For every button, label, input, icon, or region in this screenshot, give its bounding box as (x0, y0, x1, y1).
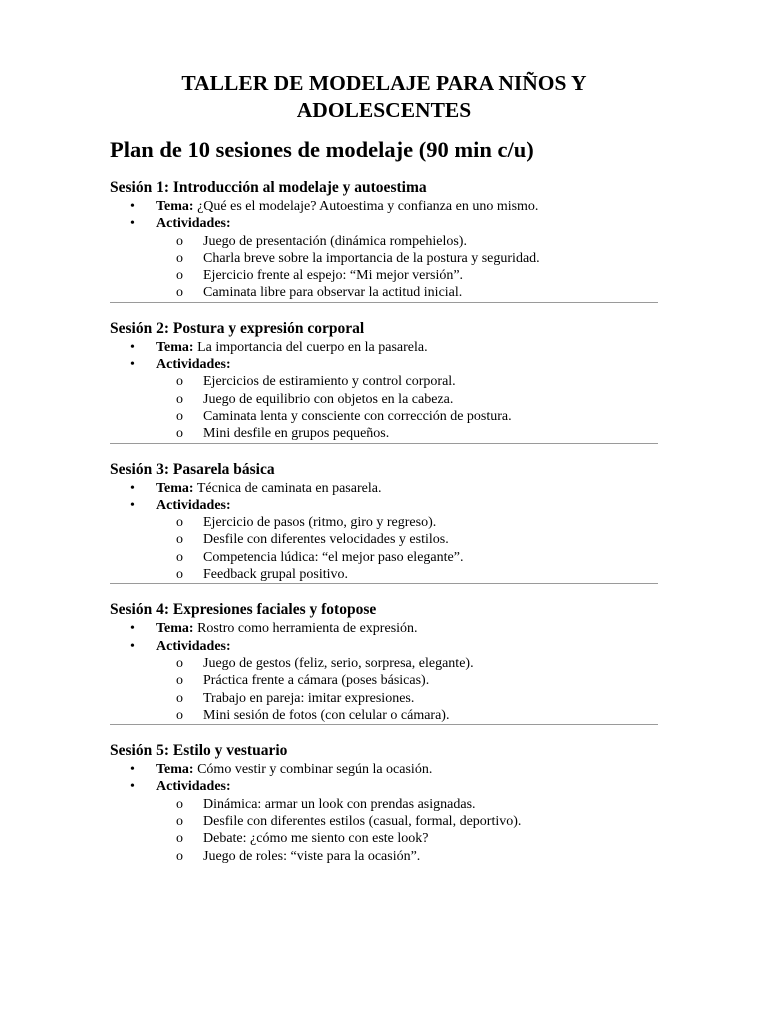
activity-item (110, 813, 658, 830)
activity-item (110, 796, 658, 813)
activity-item (110, 672, 658, 689)
session-title: Sesión 2: Postura y expresión corporal (110, 319, 365, 337)
actividades-label: Actividades: (156, 779, 231, 795)
tema-item (110, 761, 658, 778)
activity-item (110, 250, 658, 267)
tema-label: Tema: (156, 480, 194, 496)
activity-item (110, 549, 658, 566)
actividades-item (110, 778, 658, 795)
plan-title: Plan de 10 sesiones de modelaje (90 min c/u) (110, 137, 534, 162)
circle-bullet-icon: o (176, 655, 183, 671)
tema-label: Tema: (156, 621, 194, 637)
tema-text: La importancia del cuerpo en la pasarela. (197, 339, 428, 355)
actividades-label: Actividades: (156, 216, 231, 232)
activity-text: Ejercicio de pasos (ritmo, giro y regreso). (203, 515, 437, 531)
circle-bullet-icon: o (176, 532, 183, 548)
document-title: TALLER DE MODELAJE PARA NIÑOS Y ADOLESCENTES (181, 71, 587, 122)
activity-item (110, 408, 658, 425)
bullet-icon: • (130, 497, 135, 513)
activity-text: Debate: ¿cómo me siento con este look? (203, 831, 429, 847)
circle-bullet-icon: o (176, 549, 183, 565)
circle-bullet-icon: o (176, 796, 183, 812)
activity-text: Desfile con diferentes velocidades y estilos. (203, 532, 449, 548)
circle-bullet-icon: o (176, 233, 183, 249)
activity-text: Trabajo en pareja: imitar expresiones. (203, 690, 415, 706)
activity-text: Charla breve sobre la importancia de la postura y seguridad. (203, 250, 540, 266)
activity-item (110, 233, 658, 250)
session-title: Sesión 5: Estilo y vestuario (110, 742, 288, 760)
activity-item (110, 566, 658, 583)
tema-text: Rostro como herramienta de expresión. (197, 621, 418, 637)
tema-item (110, 198, 658, 215)
circle-bullet-icon: o (176, 374, 183, 390)
activity-text: Juego de equilibrio con objetos en la cabeza. (203, 391, 454, 407)
circle-bullet-icon: o (176, 391, 183, 407)
tema-text: Cómo vestir y combinar según la ocasión. (197, 762, 433, 778)
session-block (110, 178, 658, 303)
activity-item (110, 514, 658, 531)
circle-bullet-icon: o (176, 673, 183, 689)
activity-text: Caminata libre para observar la actitud inicial. (203, 285, 463, 301)
activity-text: Caminata lenta y consciente con corrección de postura. (203, 408, 512, 424)
activity-item (110, 391, 658, 408)
activity-text: Juego de roles: “viste para la ocasión”. (203, 848, 421, 864)
tema-label: Tema: (156, 199, 194, 214)
tema-item (110, 339, 658, 356)
session-block (110, 600, 658, 725)
activity-text: Juego de presentación (dinámica rompehielos). (203, 233, 467, 249)
activity-item (110, 655, 658, 672)
sessions-list (110, 178, 658, 865)
actividades-item (110, 356, 658, 373)
actividades-label: Actividades: (156, 638, 231, 654)
circle-bullet-icon: o (176, 707, 183, 723)
bullet-icon: • (130, 216, 135, 232)
activity-text: Práctica frente a cámara (poses básicas). (203, 673, 430, 689)
circle-bullet-icon: o (176, 848, 183, 864)
activity-text: Ejercicios de estiramiento y control corporal. (203, 374, 456, 390)
tema-label: Tema: (156, 339, 194, 355)
session-title: Sesión 4: Expresiones faciales y fotopose (110, 601, 377, 619)
actividades-item (110, 497, 658, 514)
activity-item (110, 373, 658, 390)
activity-text: Mini sesión de fotos (con celular o cámara). (203, 707, 450, 723)
circle-bullet-icon: o (176, 285, 183, 301)
activity-item (110, 425, 658, 442)
bullet-icon: • (130, 480, 135, 496)
session-block (110, 319, 658, 444)
tema-item (110, 480, 658, 497)
bullet-icon: • (130, 779, 135, 795)
session-block (110, 741, 658, 865)
bullet-icon: • (130, 357, 135, 373)
actividades-item (110, 215, 658, 232)
circle-bullet-icon: o (176, 250, 183, 266)
activity-text: Feedback grupal positivo. (203, 567, 349, 583)
circle-bullet-icon: o (176, 426, 183, 442)
tema-text: Técnica de caminata en pasarela. (196, 480, 382, 496)
activity-item (110, 267, 658, 284)
circle-bullet-icon: o (176, 567, 183, 583)
tema-label: Tema: (156, 762, 194, 778)
actividades-item (110, 638, 658, 655)
activity-item (110, 284, 658, 301)
session-block (110, 460, 658, 585)
circle-bullet-icon: o (176, 268, 183, 284)
tema-text: ¿Qué es el modelaje? Autoestima y confianza en uno mismo. (197, 199, 539, 214)
activity-text: Mini desfile en grupos pequeños. (203, 426, 390, 442)
circle-bullet-icon: o (176, 831, 183, 847)
activity-text: Competencia lúdica: “el mejor paso elegante”. (203, 549, 464, 565)
circle-bullet-icon: o (176, 814, 183, 830)
activity-item (110, 531, 658, 548)
activity-text: Dinámica: armar un look con prendas asignadas. (203, 796, 476, 812)
bullet-icon: • (130, 199, 135, 214)
activity-text: Juego de gestos (feliz, serio, sorpresa, elegante). (203, 655, 474, 671)
actividades-label: Actividades: (156, 357, 231, 373)
actividades-label: Actividades: (156, 497, 231, 513)
bullet-icon: • (130, 762, 135, 778)
activity-text: Desfile con diferentes estilos (casual, formal, deportivo). (203, 814, 522, 830)
activity-text: Ejercicio frente al espejo: “Mi mejor versión”. (203, 268, 464, 284)
circle-bullet-icon: o (176, 515, 183, 531)
session-title: Sesión 1: Introducción al modelaje y autoestima (110, 179, 427, 196)
bullet-icon: • (130, 621, 135, 637)
activity-item (110, 707, 658, 724)
activity-item (110, 830, 658, 847)
tema-item (110, 620, 658, 637)
bullet-icon: • (130, 339, 135, 355)
activity-item (110, 848, 658, 865)
session-title: Sesión 3: Pasarela básica (110, 460, 275, 478)
circle-bullet-icon: o (176, 408, 183, 424)
circle-bullet-icon: o (176, 690, 183, 706)
activity-item (110, 690, 658, 707)
bullet-icon: • (130, 638, 135, 654)
